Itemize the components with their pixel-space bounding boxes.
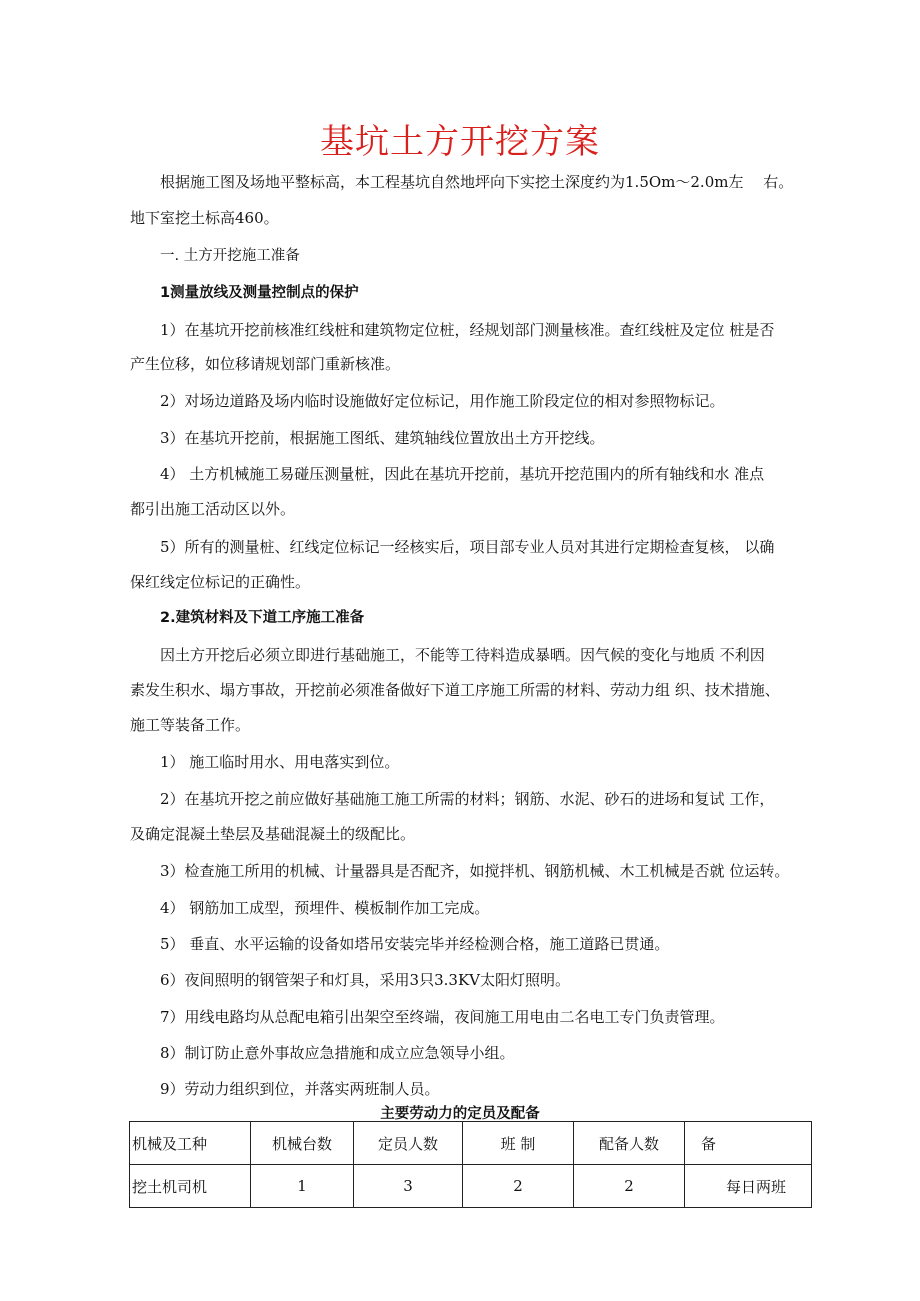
sub2-item-1: 1） 施工临时用水、用电落实到位。 (160, 753, 400, 771)
sub2-para-line-2: 素发生积水、塌方事故，开挖前必须准备做好下道工序施工所需的材料、劳动力组 织、技术措施、 (130, 681, 780, 699)
sub2-item-6: 6）夜间照明的钢管架子和灯具，采用3只3.3KV太阳灯照明。 (160, 971, 570, 989)
table-header-cell: 配备人数 (574, 1122, 685, 1165)
table-header-cell: 班 制 (463, 1122, 574, 1165)
table-cell: 2 (463, 1165, 574, 1208)
sub1-item-5-line-1: 5）所有的测量桩、红线定位标记一经核实后，项目部专业人员对其进行定期检查复核， 以确 (160, 538, 775, 556)
sub1-item-3: 3）在基坑开挖前，根据施工图纸、建筑轴线位置放出土方开挖线。 (160, 429, 605, 447)
sub1-item-5-line-2: 保红线定位标记的正确性。 (130, 573, 311, 591)
sub2-item-2-line-2: 及确定混凝土垫层及基础混凝土的级配比。 (130, 825, 416, 843)
table-header-cell: 定员人数 (354, 1122, 463, 1165)
sub1-item-2: 2）对场边道路及场内临时设施做好定位标记，用作施工阶段定位的相对参照物标记。 (160, 392, 725, 410)
sub2-item-9: 9）劳动力组织到位，并落实两班制人员。 (160, 1080, 440, 1098)
section1-heading: 一. 土方开挖施工准备 (160, 248, 300, 264)
sub2-para-line-1: 因土方开挖后必须立即进行基础施工，不能等工待料造成暴晒。因气候的变化与地质 不利因 (160, 646, 765, 664)
table-header-row (130, 1122, 812, 1165)
table-row (130, 1165, 812, 1208)
sub1-item-4-line-2: 都引出施工活动区以外。 (130, 500, 296, 518)
sub2-para-line-3: 施工等装备工作。 (130, 716, 251, 734)
sub1-item-4-line-1: 4） 土方机械施工易碰压测量桩，因此在基坑开挖前，基坑开挖范围内的所有轴线和水 准点 (160, 465, 765, 483)
table-cell: 挖土机司机 (130, 1165, 251, 1208)
intro-line-1: 根据施工图及场地平整标高，本工程基坑自然地坪向下实挖土深度约为1.5Om～2.0m左 右。 (160, 173, 794, 191)
sub2-heading: 2.建筑材料及下道工序施工准备 (160, 610, 365, 626)
table-cell: 3 (354, 1165, 463, 1208)
table-header-cell: 机械及工种 (130, 1122, 251, 1165)
document-title: 基坑土方开挖方案 (320, 122, 600, 162)
sub2-item-3: 3）检查施工所用的机械、计量器具是否配齐，如搅拌机、钢筋机械、木工机械是否就 位运转。 (160, 862, 790, 880)
sub1-item-1-line-1: 1）在基坑开挖前核准红线桩和建筑物定位桩，经规划部门测量核准。查红线桩及定位 桩是否 (160, 321, 775, 339)
sub2-item-2-line-1: 2）在基坑开挖之前应做好基础施工施工所需的材料；钢筋、水泥、砂石的进场和复试 工作， (160, 790, 775, 808)
sub2-item-8: 8）制订防止意外事故应急措施和成立应急领导小组。 (160, 1044, 515, 1062)
sub2-item-7: 7）用线电路均从总配电箱引出架空至终端，夜间施工用电由二名电工专门负责管理。 (160, 1008, 725, 1026)
table-cell: 1 (251, 1165, 354, 1208)
table-cell: 每日两班 (685, 1165, 812, 1208)
sub2-item-5: 5） 垂直、水平运输的设备如塔吊安装完毕并经检测合格，施工道路已贯通。 (160, 935, 670, 953)
table-header-cell: 备 (685, 1122, 812, 1165)
table-header-cell: 机械台数 (251, 1122, 354, 1165)
labor-table (129, 1121, 812, 1208)
sub1-item-1-line-2: 产生位移，如位移请规划部门重新核准。 (130, 355, 401, 373)
table-title: 主要劳动力的定员及配备 (380, 1106, 540, 1122)
sub2-item-4: 4） 钢筋加工成型，预埋件、模板制作加工完成。 (160, 899, 490, 917)
intro-line-2: 地下室挖土标高460。 (130, 209, 279, 227)
sub1-heading: 1测量放线及测量控制点的保护 (160, 285, 359, 301)
table-cell: 2 (574, 1165, 685, 1208)
